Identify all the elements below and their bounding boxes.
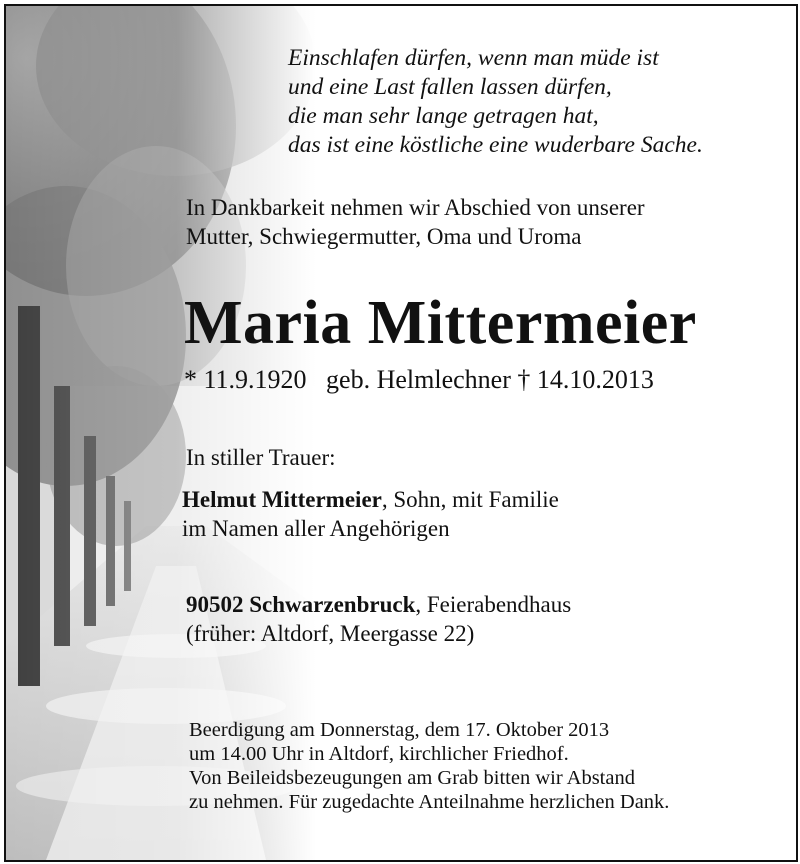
mourner-primary [182,485,559,514]
mourning-label: In stiller Trauer: [186,445,336,470]
poem-line: die man sehr lange getragen hat, [288,103,599,129]
funeral-line: Von Beileidsbezeugungen am Grab bitten wir Abstand [189,767,635,789]
deceased-name: Maria Mittermeier [184,289,697,357]
funeral-line: um 14.00 Uhr in Altdorf, kirchlicher Friedhof. [189,743,569,765]
intro-line: Mutter, Schwiegermutter, Oma und Uroma [186,224,582,249]
death-date: † 14.10.2013 [517,365,654,394]
funeral-line: Beerdigung am Donnerstag, dem 17. Oktober 2013 [189,719,610,741]
address-city: 90502 Schwarzenbruck [186,592,416,617]
intro-text [186,193,645,251]
intro-line: In Dankbarkeit nehmen wir Abschied von unserer [186,195,645,220]
birth-date: * 11.9.1920 [184,365,307,394]
mourners-block [182,485,559,543]
maiden-name: geb. Helmlechner [326,365,511,394]
address-former: (früher: Altdorf, Meergasse 22) [186,621,475,646]
life-dates [184,364,654,396]
mourner-secondary: im Namen aller Angehörigen [182,516,450,541]
poem-line: und eine Last fallen lassen dürfen, [288,74,612,100]
poem-line: Einschlafen dürfen, wenn man müde ist [288,45,659,71]
funeral-info [189,718,669,814]
address-place: , Feierabendhaus [415,592,572,617]
obituary-notice [4,4,798,862]
poem [288,44,703,160]
poem-line: das ist eine köstliche eine wuderbare Sache. [288,132,703,158]
mourner-relation: , Sohn, mit Familie [381,487,559,512]
address-line [186,590,571,619]
mourner-name: Helmut Mittermeier [182,487,382,512]
address-block [186,590,571,648]
funeral-line: zu nehmen. Für zugedachte Anteilnahme herzlichen Dank. [189,791,670,813]
